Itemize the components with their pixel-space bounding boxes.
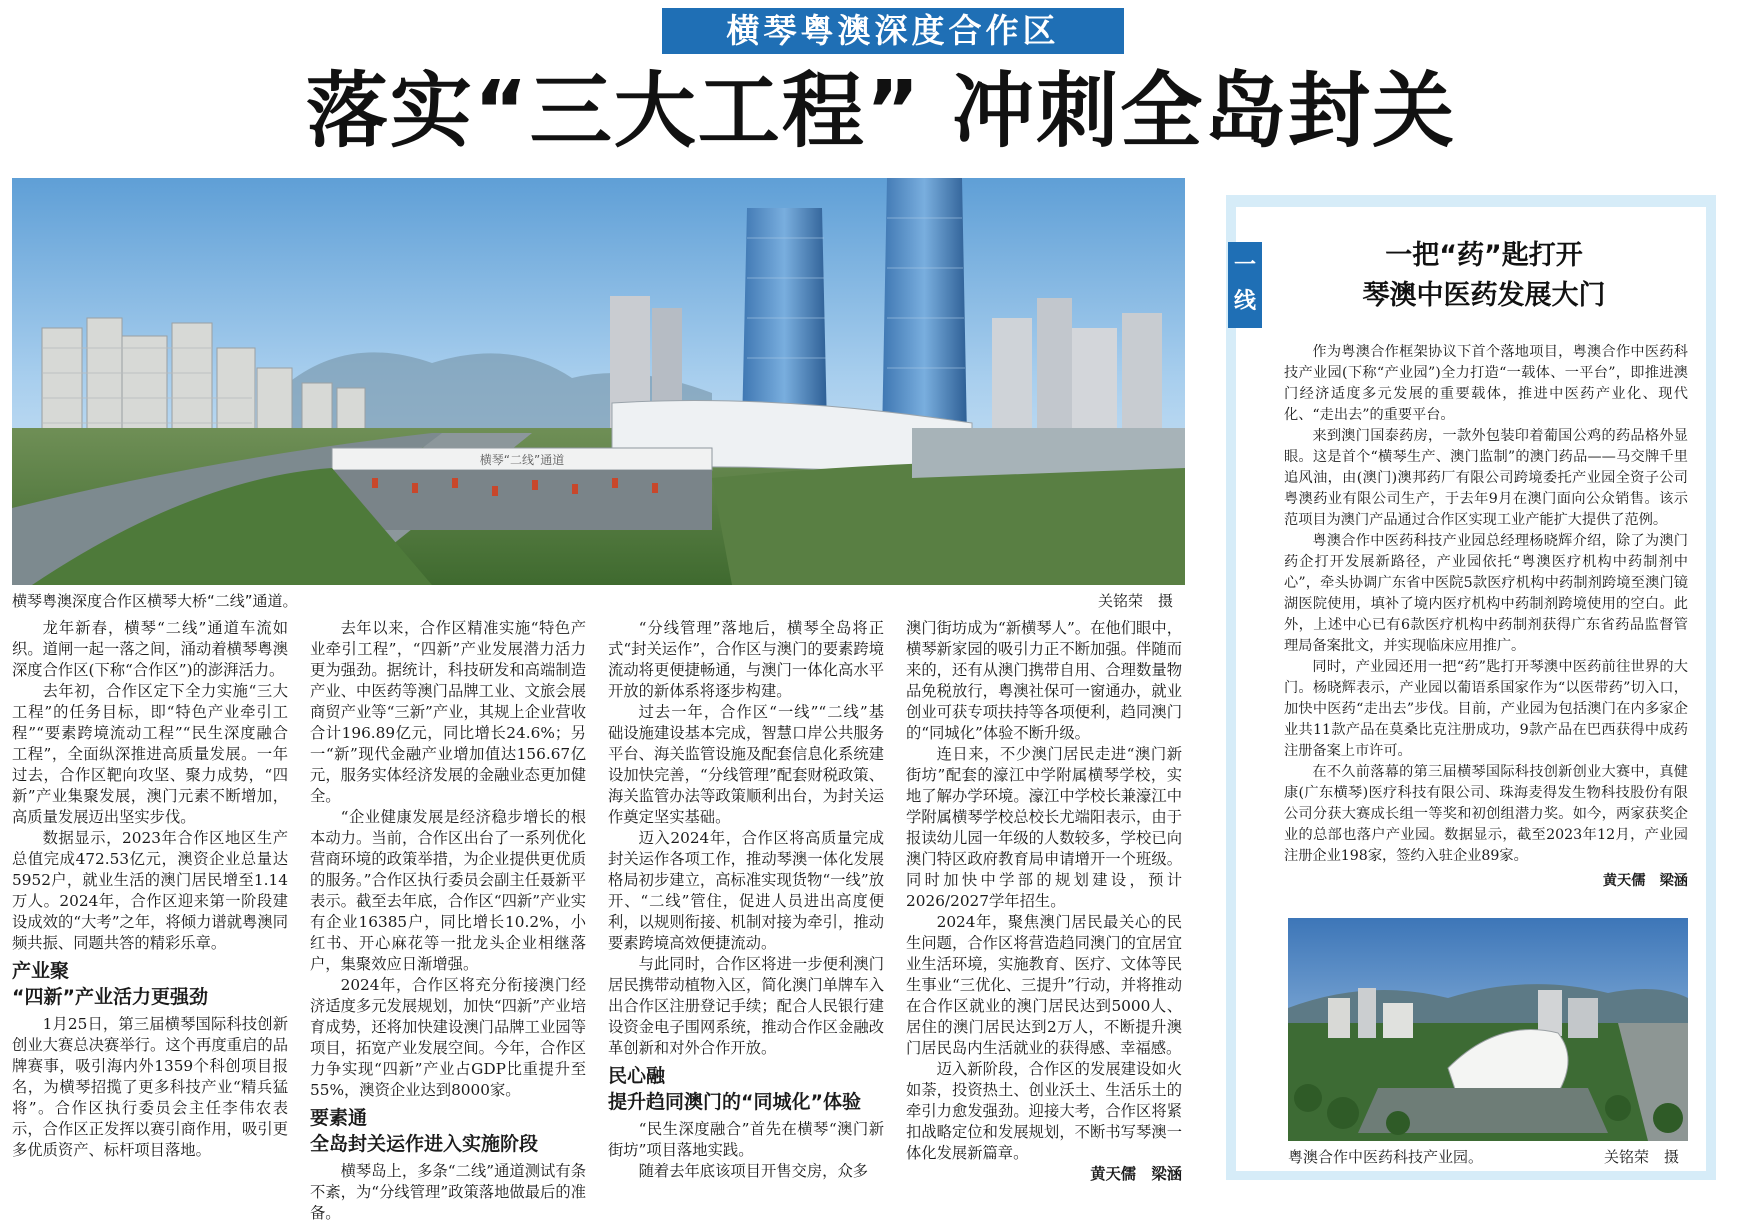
paragraph: 随着去年底该项目开售交房，众多 [638, 1162, 869, 1180]
article-column-1 [12, 618, 288, 1161]
subhead-factors: 要素通 [310, 1107, 368, 1129]
paragraph: 横琴岛上，多条“二线”通道测试有条不紊，为“分线管理”政策落地做最后的准备。 [310, 1162, 586, 1222]
paragraph: “民生深度融合”首先在横琴“澳门新街坊”项目落地实践。 [608, 1120, 884, 1159]
main-photo-caption: 横琴粤澳深度合作区横琴大桥“二线”通道。 [12, 592, 298, 610]
paragraph: 在不久前落幕的第三届横琴国际科技创新创业大赛中，真健康(广东横琴)医疗科技有限公司、珠海麦得发生物科技股份有限公司分获大赛成长组一等奖和初创组潜力奖。如今，两家获奖企业的总部也落户产业园。数据显示，截至2023年12月，产业园注册企业198家，签约入驻企业89家。 [1284, 764, 1688, 864]
paragraph: 2024年，聚焦澳门居民最关心的民生问题，合作区将营造趋同澳门的宜居宜业生活环境，实施教育、医疗、文体等民生事业“三优化、三提升”行动，并将推动在合作区就业的澳门居民达到5000人、居住的澳门居民达到2万人，不断提升澳门居民岛内生活就业的获得感、幸福感。 [906, 913, 1182, 1057]
subhead-people-sub: 提升趋同澳门的“同城化”体验 [608, 1091, 861, 1113]
subhead-people: 民心融 [608, 1065, 666, 1087]
sidebar-byline: 黄天儒 梁涵 [1602, 873, 1688, 889]
paragraph: 与此同时，合作区将进一步便利澳门居民携带动植物入区，简化澳门单牌车入出合作区注册登记手续；配合人民银行建设资金电子围网系统，推动合作区金融改革创新和对外合作开放。 [608, 955, 884, 1057]
sidebar-photo-credit: 关铭荣 摄 [1604, 1148, 1680, 1166]
sidebar-title-line-2: 琴澳中医药发展大门 [1362, 280, 1606, 311]
paragraph: 迈入新阶段，合作区的发展建设如火如荼，投资热土、创业沃土、生活乐土的牵引力愈发强劲。迎接大考，合作区将紧扣战略定位和发展规划，不断书写琴澳一体化发展新篇章。 [906, 1060, 1182, 1162]
sidebar-title-line-1: 一把“药”匙打开 [1385, 240, 1583, 271]
paragraph: 粤澳合作中医药科技产业园总经理杨晓辉介绍，除了为澳门药企打开发展新路径，产业园依托“粤澳医疗机构中药制剂中心”，牵头协调广东省中医院5款医疗机构中药制剂跨境至澳门镜湖医院使用，填补了境内医疗机构中药制剂跨境使用的空白。此外，上述中心已有6款医疗机构中药制剂获得广东省药品监督管理局备案批文，并实现临床应用推广。 [1284, 533, 1688, 654]
sidebar-photo [1288, 918, 1688, 1141]
paragraph: 1月25日，第三届横琴国际科技创新创业大赛总决赛举行。这个再度重启的品牌赛事，吸引海内外1359个科创项目报名，为横琴招揽了更多科技产业“精兵猛将”。合作区执行委员会主任李伟农表示，合作区正发挥以赛引商作用，吸引更多优质资产、标杆项目落地。 [12, 1015, 288, 1159]
article-column-4 [906, 618, 1182, 1185]
main-photo-credit: 关铭荣 摄 [1098, 592, 1174, 610]
paragraph: 同时，产业园还用一把“药”匙打开琴澳中医药前往世界的大门。杨晓辉表示，产业园以葡语系国家作为“以医带药”切入口，加快中医药“走出去”步伐。目前，产业园为包括澳门在内多家企业共11款产品在莫桑比克注册成功，9款产品在巴西获得中成药注册备案上市许可。 [1284, 659, 1688, 759]
paragraph: 去年初，合作区定下全力实施“三大工程”的任务目标，即“特色产业牵引工程”“要素跨境流动工程”“民生深度融合工程”，全面纵深推进高质量发展。一年过去，合作区靶向攻坚、聚力成势，“四新”产业集聚发展，澳门元素不断增加，高质量发展迈出坚实步伐。 [12, 682, 288, 826]
section-kicker: 横琴粤澳深度合作区 [662, 8, 1124, 54]
sidebar-tab: 一线 [1228, 242, 1262, 328]
paragraph: 迈入2024年，合作区将高质量完成封关运作各项工作，推动琴澳一体化发展格局初步建立，高标准实现货物“一线”放开、“二线”管住，促进人员进出高度便利，以规则衔接、机制对接为牵引，推动要素跨境高效便捷流动。 [608, 829, 884, 952]
paragraph: 作为粤澳合作框架协议下首个落地项目，粤澳合作中医药科技产业园(下称“产业园”)全力打造“一载体、一平台”，即推进澳门经济适度多元发展的重要载体，推进中医药产业化、现代化、“走出去”的重要平台。 [1284, 344, 1688, 423]
paragraph: 澳门街坊成为“新横琴人”。在他们眼中，横琴新家园的吸引力正不断加强。伴随而来的，还有从澳门携带自用、合理数量物品免税放行，粤澳社保可一窗通办，就业创业可获专项扶持等各项便利，趋同澳门的“同城化”体验不断升级。 [906, 619, 1182, 742]
headline: 落实“三大工程” 冲刺全岛封关 [305, 64, 1457, 159]
paragraph: “分线管理”落地后，横琴全岛将正式“封关运作”，合作区与澳门的要素跨境流动将更便捷畅通，与澳门一体化高水平开放的新体系将逐步构建。 [608, 619, 884, 700]
sidebar-body [1284, 342, 1688, 892]
main-photo [12, 178, 1185, 585]
sidebar-title [1262, 236, 1706, 316]
paragraph: “企业健康发展是经济稳步增长的根本动力。当前，合作区出台了一系列优化营商环境的政策举措，为企业提供更优质的服务。”合作区执行委员会副主任聂新平表示。截至去年底，合作区“四新”产业实有企业16385户，同比增长10.2%，小红书、开心麻花等一批龙头企业相继落户，集聚效应日渐增强。 [310, 808, 586, 973]
paragraph: 过去一年，合作区“一线”“二线”基础设施建设基本完成，智慧口岸公共服务平台、海关监管设施及配套信息化系统建设加快完善，“分线管理”配套财税政策、海关监管办法等政策顺利出台，为封关运作奠定坚实基础。 [608, 703, 884, 826]
subhead-factors-sub: 全岛封关运作进入实施阶段 [310, 1133, 539, 1155]
paragraph: 2024年，合作区将充分衔接澳门经济适度多元发展规划，加快“四新”产业培育成势，还将加快建设澳门品牌工业园等项目，拓宽产业发展空间。今年，合作区力争实现“四新”产业占GDP比重提升至55%，澳资企业达到8000家。 [310, 976, 586, 1099]
article-column-3 [608, 618, 884, 1182]
paragraph: 数据显示，2023年合作区地区生产总值完成472.53亿元，澳资企业总量达5952户，就业生活的澳门居民增至1.14万人。2024年，合作区迎来第一阶段建设成效的“大考”之年，将倾力谱就粤澳同频共振、同题共答的精彩乐章。 [12, 829, 288, 952]
paragraph: 来到澳门国泰药房，一款外包装印着葡国公鸡的药品格外显眼。这是首个“横琴生产、澳门监制”的澳门药品——马交牌千里追风油，由(澳门)澳邦药厂有限公司跨境委托产业园全资子公司粤澳药业有限公司生产，于去年9月在澳门面向公众销售。该示范项目为澳门产品通过合作区实现工业产能扩大提供了范例。 [1284, 428, 1688, 528]
paragraph: 去年以来，合作区精准实施“特色产业牵引工程”，“四新”产业发展潜力活力更为强劲。据统计，科技研发和高端制造产业、中医药等澳门品牌工业、文旅会展商贸产业等“三新”产业，其规上企业营收合计196.89亿元，同比增长24.6%；另一“新”现代金融产业增加值达156.67亿元，服务实体经济发展的金融业态更加健全。 [310, 619, 586, 805]
paragraph: 连日来，不少澳门居民走进“澳门新街坊”配套的濠江中学附属横琴学校，实地了解办学环境。濠江中学校长兼濠江中学附属横琴学校总校长尤端阳表示，由于报读幼儿园一年级的人数较多，学校已向澳门特区政府教育局申请增开一个班级。同时加快中学部的规划建设，预计2026/2027学年招生。 [906, 745, 1182, 910]
subhead-industry: 产业聚 [12, 960, 70, 982]
article-byline: 黄天儒 梁涵 [1090, 1165, 1182, 1183]
gate-sign-text: 横琴“二线”通道 [479, 453, 565, 467]
sidebar-photo-caption: 粤澳合作中医药科技产业园。 [1288, 1148, 1484, 1166]
subhead-industry-sub: “四新”产业活力更强劲 [12, 986, 208, 1008]
paragraph: 龙年新春，横琴“二线”通道车流如织。道闸一起一落之间，涌动着横琴粤澳深度合作区(下称“合作区”)的澎湃活力。 [12, 619, 288, 679]
article-column-2 [310, 618, 586, 1224]
